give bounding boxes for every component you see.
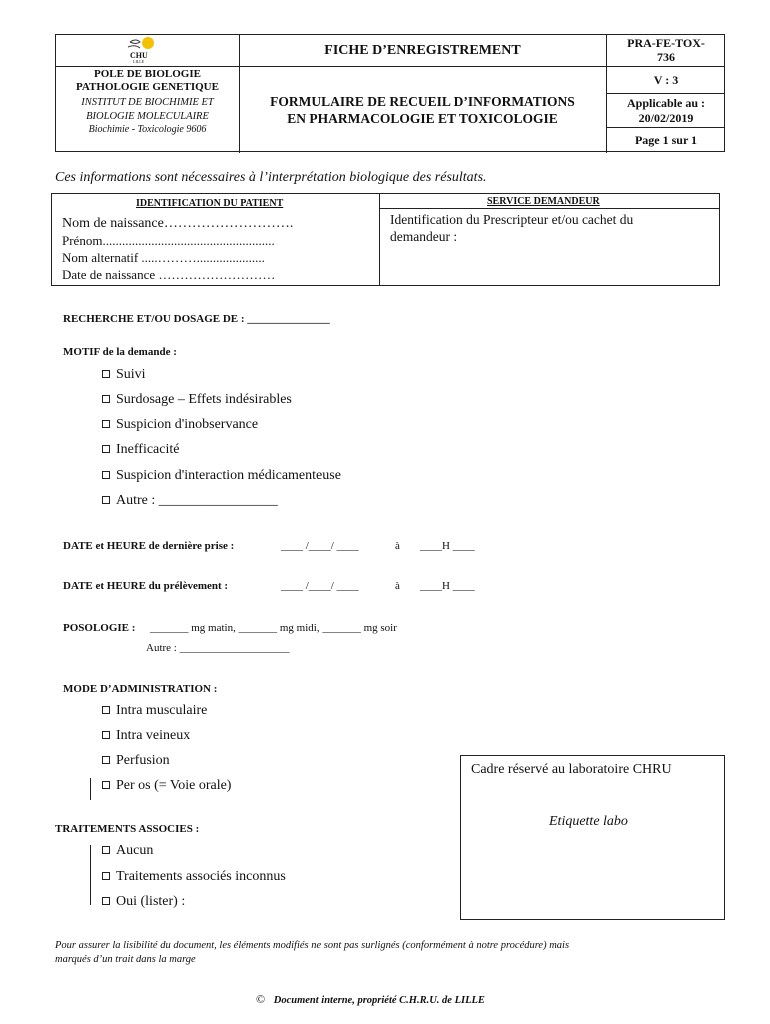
derniere-prise-a: à [395, 540, 400, 552]
page-label: Page 1 sur 1 [634, 133, 698, 147]
mode-option-perfusion[interactable] [102, 753, 170, 769]
service-text-line2: demandeur : [390, 229, 458, 244]
option-label: Inefficacité [116, 442, 180, 457]
motif-heading: MOTIF de la demande : [63, 346, 177, 358]
option-label: Intra musculaire [116, 703, 208, 718]
recherche-field[interactable]: RECHERCHE ET/OU DOSAGE DE : _______________ [63, 313, 330, 325]
option-label: Suspicion d'inobservance [116, 417, 259, 432]
mode-option-intra-veineux[interactable] [102, 728, 190, 744]
option-label: Traitements associés inconnus [116, 869, 286, 884]
footer-text: Document interne, propriété C.H.R.U. de LILLE [273, 995, 485, 1006]
checkbox[interactable] [102, 420, 110, 428]
checkbox[interactable] [102, 897, 110, 905]
ref-code-line2: 736 [657, 50, 675, 64]
patient-nom-alternatif: Nom alternatif .....………..................... [62, 250, 265, 265]
prelevement-label: DATE et HEURE du prélèvement : [63, 580, 229, 592]
fiche-title: FICHE D’ENREGISTREMENT [324, 43, 521, 58]
option-label: Suivi [116, 367, 146, 382]
mode-option-intra-musculaire[interactable] [102, 703, 207, 719]
patient-prenom: Prénom..................................................... [62, 233, 275, 248]
motif-option-interaction[interactable] [102, 468, 341, 484]
prelevement-date[interactable]: ____ /____/ ____ [281, 580, 359, 592]
logo-subtext: LILLE [133, 59, 145, 64]
ref-code-line1: PRA-FE-TOX- [627, 36, 705, 50]
lab-reserved-box [460, 755, 725, 920]
note-line2: marqués d’un trait dans la marge [55, 954, 196, 965]
motif-option-suivi[interactable] [102, 367, 146, 383]
option-label: Surdosage – Effets indésirables [116, 392, 292, 407]
applicable-date: 20/02/2019 [638, 111, 694, 125]
option-label: Intra veineux [116, 728, 191, 743]
derniere-prise-label: DATE et HEURE de dernière prise : [63, 540, 235, 552]
checkbox[interactable] [102, 445, 110, 453]
derniere-prise-date[interactable]: ____ /____/ ____ [281, 540, 359, 552]
posologie-autre[interactable]: Autre : ____________________ [146, 642, 290, 654]
form-title-line2: EN PHARMACOLOGIE ET TOXICOLOGIE [287, 111, 558, 126]
header-table [55, 34, 725, 152]
prelevement-heure[interactable]: ____H ____ [420, 580, 475, 592]
prelevement-a: à [395, 580, 400, 592]
checkbox[interactable] [102, 756, 110, 764]
option-label: Autre : _________________ [116, 493, 278, 508]
patient-nom: Nom de naissance………………………. [62, 216, 294, 231]
traitements-option-oui[interactable] [102, 894, 185, 910]
option-label: Oui (lister) : [116, 894, 186, 909]
patient-date-naissance: Date de naissance ……………………… [62, 267, 276, 282]
chu-logo [116, 36, 176, 66]
option-label: Perfusion [116, 753, 170, 768]
service-heading: SERVICE DEMANDEUR [487, 196, 600, 207]
copyright-symbol: © [256, 992, 266, 1006]
motif-option-autre[interactable] [102, 493, 278, 509]
posologie-label: POSOLOGIE : [63, 622, 136, 634]
lab-etiquette: Etiquette labo [549, 814, 628, 829]
form-title-line1: FORMULAIRE DE RECUEIL D’INFORMATIONS [270, 94, 575, 109]
checkbox[interactable] [102, 370, 110, 378]
traitements-heading: TRAITEMENTS ASSOCIES : [55, 823, 200, 835]
lab-reserved-title: Cadre réservé au laboratoire CHRU [471, 762, 672, 777]
motif-option-surdosage[interactable] [102, 392, 292, 408]
lab-label: Biochimie - Toxicologie 9606 [88, 124, 207, 135]
mode-heading: MODE D’ADMINISTRATION : [63, 683, 218, 695]
checkbox[interactable] [102, 731, 110, 739]
intro-text: Ces informations sont nécessaires à l’interprétation biologique des résultats. [55, 170, 487, 185]
traitements-option-aucun[interactable] [102, 843, 153, 859]
note-line1: Pour assurer la lisibilité du document, les éléments modifiés ne sont pas surlignés (conformément à notre procédure) mais [55, 940, 570, 951]
posologie-field[interactable]: _______ mg matin, _______ mg midi, _______ mg soir [150, 622, 397, 634]
checkbox[interactable] [102, 395, 110, 403]
option-label: Per os (= Voie orale) [116, 778, 232, 793]
pole-label: POLE DE BIOLOGIE PATHOLOGIE GENETIQUE [76, 68, 219, 93]
option-label: Suspicion d'interaction médicamenteuse [116, 468, 341, 483]
checkbox[interactable] [102, 781, 110, 789]
margin-change-bar [90, 845, 91, 905]
derniere-prise-heure[interactable]: ____H ____ [420, 540, 475, 552]
logo-text: CHU [130, 51, 148, 60]
applicable-label: Applicable au : [626, 96, 705, 110]
institute-label: INSTITUT DE BIOCHIMIE ET BIOLOGIE MOLECULAIRE [81, 97, 214, 122]
version-label: V : 3 [653, 73, 679, 87]
checkbox[interactable] [102, 846, 110, 854]
motif-option-inobservance[interactable] [102, 417, 258, 433]
option-label: Aucun [116, 843, 154, 858]
checkbox[interactable] [102, 706, 110, 714]
service-text-line1: Identification du Prescripteur et/ou cachet du [390, 212, 634, 227]
checkbox[interactable] [102, 496, 110, 504]
checkbox[interactable] [102, 471, 110, 479]
traitements-option-inconnus[interactable] [102, 869, 286, 885]
footer [256, 992, 485, 1007]
patient-heading: IDENTIFICATION DU PATIENT [136, 198, 284, 209]
motif-option-inefficacite[interactable] [102, 442, 179, 458]
checkbox[interactable] [102, 872, 110, 880]
mode-option-per-os[interactable] [102, 778, 231, 794]
margin-change-bar [90, 778, 91, 800]
